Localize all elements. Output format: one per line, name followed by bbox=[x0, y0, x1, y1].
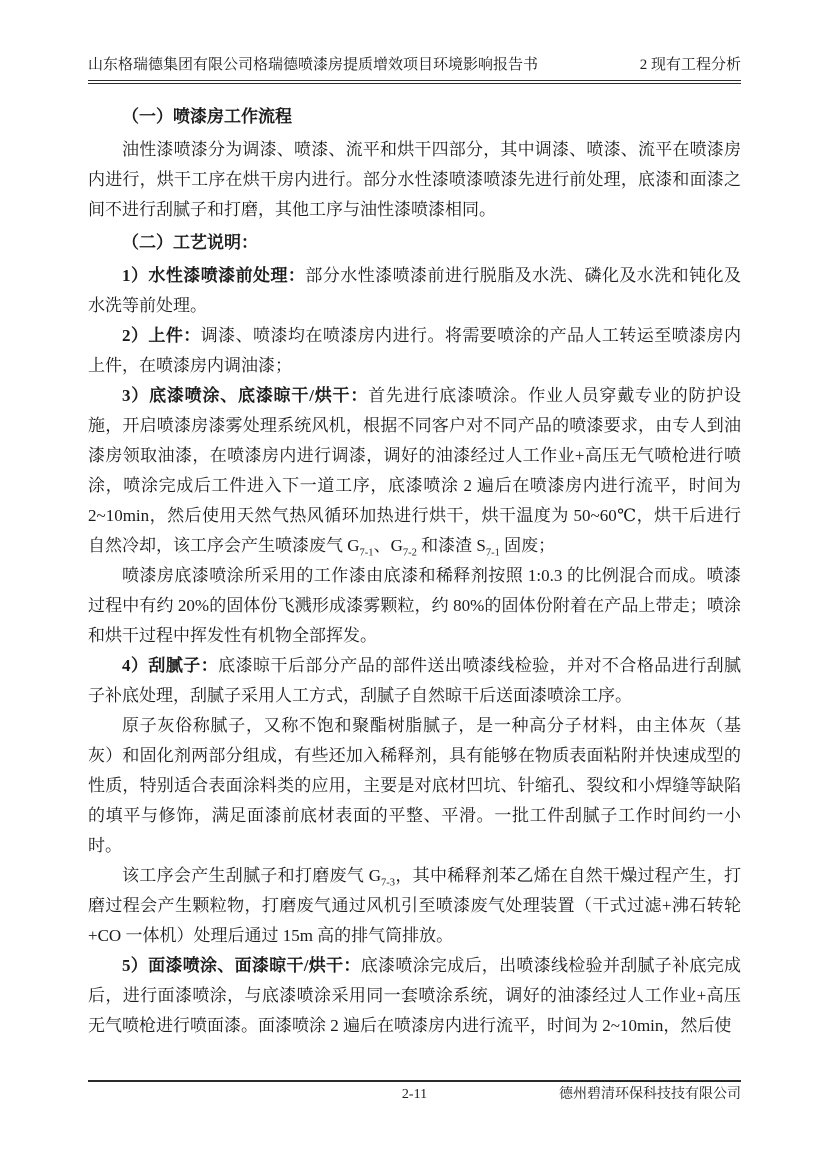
header-chapter-title: 2 现有工程分析 bbox=[639, 57, 741, 73]
bold-lead-text: 5）面漆喷涂、面漆晾干/烘干： bbox=[122, 956, 361, 975]
text-run: 底漆喷涂完成后，出喷漆线检验并刮腻子补底完成后，进行面漆喷涂，与底漆喷涂采用同一套喷涂系统，调好的油漆经过人工作业+高压无气喷枪进行喷面漆。面漆喷涂 2 遍后在喷漆房内进行流平，时间为 2~10min，然后使 bbox=[88, 956, 741, 1035]
paragraph bbox=[88, 861, 741, 951]
paragraph bbox=[88, 651, 741, 711]
text-run: 底漆晾干后部分产品的部件送出喷漆线检验，并对不合格品进行刮腻子补底处理，刮腻子采用人工方式，刮腻子自然晾干后送面漆喷涂工序。 bbox=[88, 656, 742, 705]
text-run: 喷漆房底漆喷涂所采用的工作漆由底漆和稀释剂按照 1:0.3 的比例混合而成。喷漆过程中有约 20%的固体份飞溅形成漆雾颗粒，约 80%的固体份附着在产品上带走；喷涂和烘干过程中挥发性有机物全部挥发。 bbox=[88, 566, 741, 645]
section-heading bbox=[88, 102, 741, 132]
text-run: ，其中稀释剂苯乙烯在自然干燥过程产生，打磨过程会产生颗粒物，打磨废气通过风机引至喷漆废气处理装置（干式过滤+沸石转轮+CO 一体机）处理后通过 15m 高的排气筒排放。 bbox=[88, 866, 742, 945]
subscript-text: 7-1 bbox=[359, 547, 374, 559]
paragraph bbox=[88, 135, 741, 225]
text-run: 该工序会产生刮腻子和打磨废气 G bbox=[122, 866, 381, 885]
footer-company-name: 德州碧清环保科技技有限公司 bbox=[559, 1087, 741, 1102]
page-footer bbox=[88, 1080, 741, 1108]
bold-lead-text: 3）底漆喷涂、底漆晾干/烘干： bbox=[122, 386, 369, 405]
text-run: 和漆渣 S bbox=[416, 536, 486, 555]
document-body bbox=[88, 99, 741, 1041]
text-run: 、G bbox=[373, 536, 403, 555]
bold-lead-text: 4）刮腻子： bbox=[122, 656, 219, 675]
text-run: 固废； bbox=[499, 536, 556, 555]
paragraph bbox=[88, 321, 741, 381]
footer-page-number: 2-11 bbox=[401, 1087, 428, 1102]
text-run: 调漆、喷漆均在喷漆房内进行。将需要喷涂的产品人工转运至喷漆房内上件，在喷漆房内调油漆； bbox=[88, 326, 742, 375]
bold-lead-text: 2）上件： bbox=[122, 326, 201, 345]
paragraph bbox=[88, 711, 741, 861]
page-header bbox=[88, 55, 741, 84]
header-doc-title: 山东格瑞德集团有限公司格瑞德喷漆房提质增效项目环境影响报告书 bbox=[88, 57, 539, 73]
text-run: 部分水性漆喷漆前进行脱脂及水洗、磷化及水洗和钝化及水洗等前处理。 bbox=[88, 266, 742, 315]
text-run: 油性漆喷漆分为调漆、喷漆、流平和烘干四部分，其中调漆、喷漆、流平在喷漆房内进行，烘干工序在烘干房内进行。部分水性漆喷漆喷漆先进行前处理，底漆和面漆之间不进行刮腻子和打磨，其他工序与油性漆喷漆相同。 bbox=[88, 140, 741, 219]
text-run: 首先进行底漆喷涂。作业人员穿戴专业的防护设施，开启喷漆房漆雾处理系统风机，根据不同客户对不同产品的喷漆要求，由专人到油漆房领取油漆，在喷漆房内进行调漆，调好的油漆经过人工作业+高压无气喷枪进行喷涂，喷涂完成后工件进入下一道工序，底漆喷涂 2 遍后在喷漆房内进行流平，时间为 2~10min，然后使用天然气热风循环加热进行烘干，烘干温度为 50~60℃，烘干后进行自然冷却，该工序会产生喷漆废气 G bbox=[88, 386, 741, 555]
subscript-text: 7-1 bbox=[485, 547, 500, 559]
subscript-text: 7-2 bbox=[402, 547, 417, 559]
section-heading bbox=[88, 228, 741, 258]
paragraph bbox=[88, 261, 741, 321]
paragraph bbox=[88, 951, 741, 1041]
subscript-text: 7-3 bbox=[381, 877, 396, 889]
paragraph bbox=[88, 381, 741, 561]
bold-lead-text: 1）水性漆喷漆前处理： bbox=[122, 266, 306, 285]
bold-lead-text: （二）工艺说明： bbox=[122, 233, 258, 252]
bold-lead-text: （一）喷漆房工作流程 bbox=[122, 107, 292, 126]
text-run: 原子灰俗称腻子，又称不饱和聚酯树脂腻子，是一种高分子材料，由主体灰（基灰）和固化剂两部分组成，有些还加入稀释剂，具有能够在物质表面粘附并快速成型的性质，特别适合表面涂料类的应用，主要是对底材凹坑、针缩孔、裂纹和小焊缝等缺陷的填平与修饰，满足面漆前底材表面的平整、平滑。一批工件刮腻子工作时间约一小时。 bbox=[88, 716, 741, 855]
paragraph bbox=[88, 561, 741, 651]
